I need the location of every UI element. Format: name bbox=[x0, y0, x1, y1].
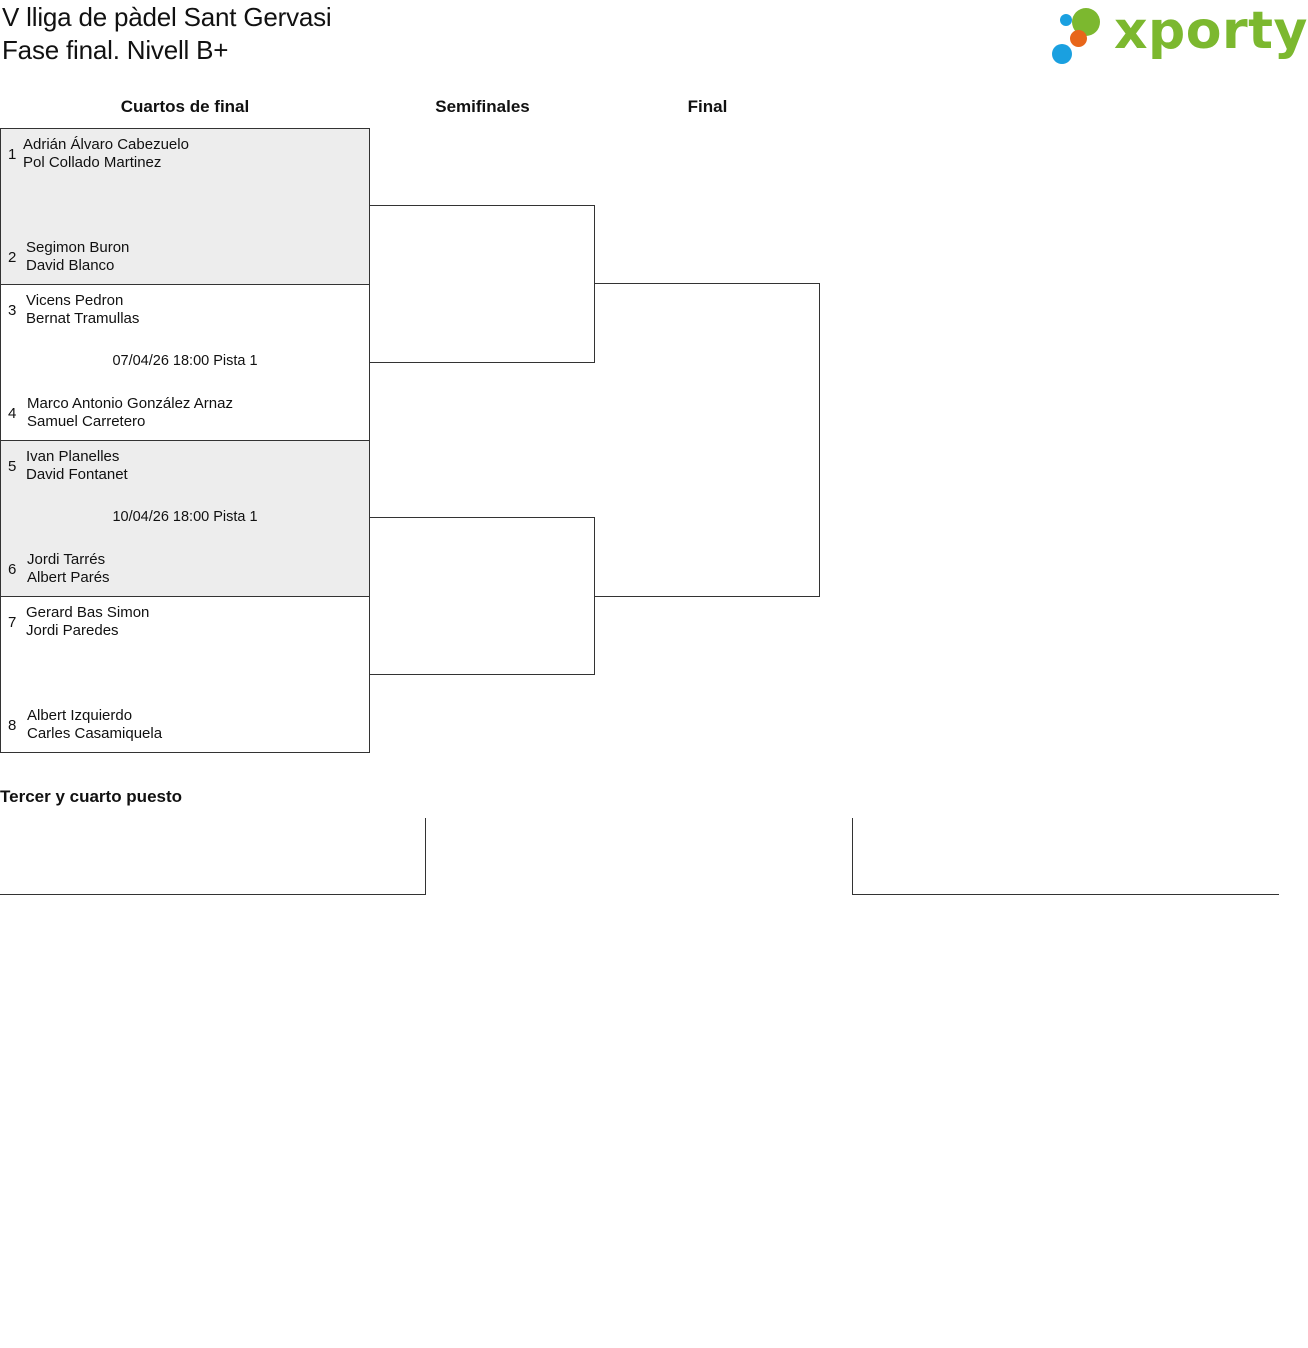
seed-number: 1 bbox=[8, 146, 17, 163]
seed-number: 4 bbox=[8, 405, 17, 422]
seed-number: 5 bbox=[8, 458, 17, 475]
player-name: David Fontanet bbox=[26, 466, 128, 483]
player-name: Albert Parés bbox=[27, 569, 110, 586]
logo-wordmark: xporty bbox=[1114, 1, 1308, 61]
third-place-slot-left bbox=[0, 818, 426, 895]
seed-number: 6 bbox=[8, 561, 17, 578]
third-place-heading: Tercer y cuarto puesto bbox=[0, 787, 183, 806]
seed-number: 7 bbox=[8, 614, 17, 631]
final-slot bbox=[594, 283, 820, 597]
player-name: Ivan Planelles bbox=[26, 448, 120, 465]
player-name: David Blanco bbox=[26, 257, 115, 274]
player-name: Pol Collado Martinez bbox=[23, 154, 162, 171]
player-name: Marco Antonio González Arnaz bbox=[27, 395, 233, 412]
seed-number: 8 bbox=[8, 717, 17, 734]
player-name: Bernat Tramullas bbox=[26, 310, 140, 327]
seed-number: 3 bbox=[8, 302, 17, 319]
third-place-slot-right bbox=[852, 818, 1279, 895]
quarterfinal-match-4 bbox=[0, 596, 370, 753]
final-heading: Final bbox=[687, 97, 728, 116]
tournament-title: V lliga de pàdel Sant Gervasi bbox=[2, 2, 332, 32]
logo-small-blue-dot bbox=[1060, 14, 1072, 26]
quarterfinal-match-1 bbox=[0, 128, 370, 285]
seed-number: 2 bbox=[8, 249, 17, 266]
match-schedule: 10/04/26 18:00 Pista 1 bbox=[112, 509, 258, 525]
semifinals-heading: Semifinales bbox=[435, 97, 530, 116]
player-name: Carles Casamiquela bbox=[27, 725, 163, 742]
player-name: Adrián Álvaro Cabezuelo bbox=[23, 136, 189, 153]
player-name: Segimon Buron bbox=[26, 239, 130, 256]
logo-orange-dot bbox=[1070, 30, 1087, 47]
phase-subtitle: Fase final. Nivell B+ bbox=[2, 35, 229, 65]
xporty-logo bbox=[1050, 1, 1308, 66]
player-name: Jordi Tarrés bbox=[27, 551, 106, 568]
semifinal-slot-2 bbox=[369, 517, 595, 675]
quarterfinal-match-3 bbox=[0, 440, 370, 597]
quarterfinal-match-2 bbox=[0, 284, 370, 441]
match-schedule: 07/04/26 18:00 Pista 1 bbox=[112, 353, 258, 369]
player-name: Vicens Pedron bbox=[26, 292, 124, 309]
semifinal-slot-1 bbox=[369, 205, 595, 363]
player-name: Gerard Bas Simon bbox=[26, 604, 150, 621]
player-name: Jordi Paredes bbox=[26, 622, 119, 639]
player-name: Samuel Carretero bbox=[27, 413, 146, 430]
player-name: Albert Izquierdo bbox=[27, 707, 133, 724]
logo-blue-dot bbox=[1052, 44, 1072, 64]
quarterfinals-heading: Cuartos de final bbox=[120, 97, 250, 116]
